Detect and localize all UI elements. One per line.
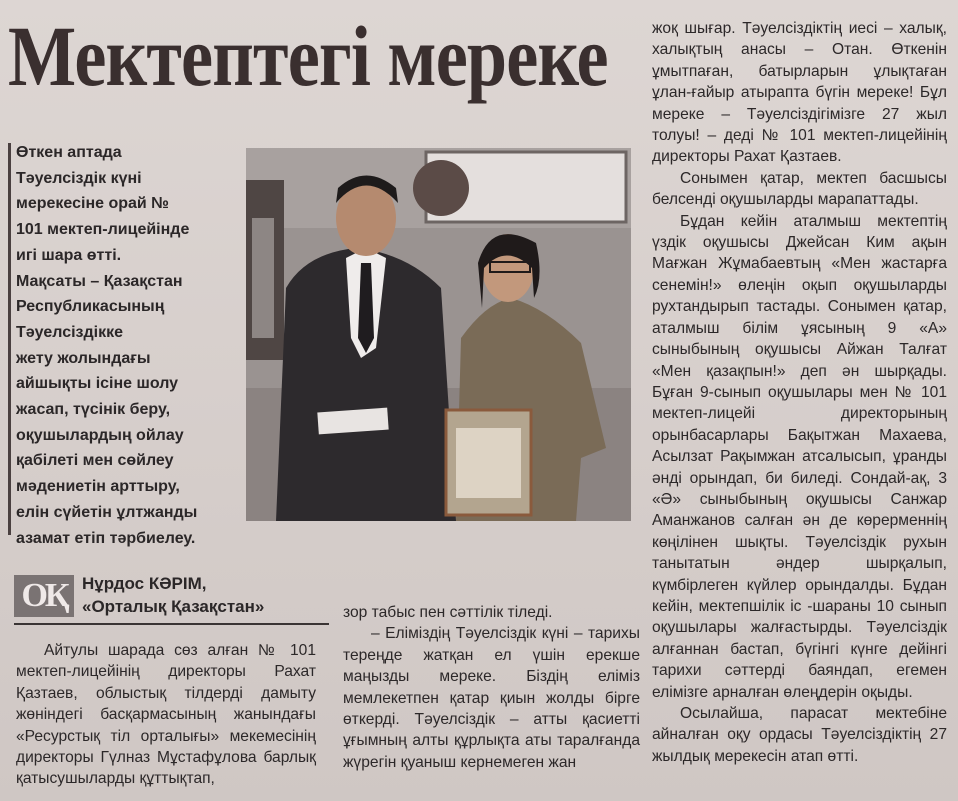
photo-illustration bbox=[246, 148, 631, 521]
lead-line: жету жолындағы bbox=[16, 349, 151, 367]
lead-line: Тәуелсіздікке bbox=[16, 323, 124, 341]
byline-divider bbox=[14, 623, 329, 625]
lead-line: мәдениетін арттыру, bbox=[16, 478, 180, 496]
lead-line: азамат етіп тәрбиелеу. bbox=[16, 529, 196, 547]
lead-line: оқушылардың ойлау bbox=[16, 426, 184, 444]
lead-line: айшықты ісіне шолу bbox=[16, 375, 179, 393]
lead-line: жасап, түсінік беру, bbox=[16, 401, 171, 419]
lead-line: қабілеті мен сөйлеу bbox=[16, 452, 174, 470]
body-paragraph: Сонымен қатар, мектеп басшысы белсенді оқушыларды марапаттады. bbox=[652, 169, 947, 209]
article-column-2 bbox=[343, 602, 640, 773]
lead-line: Өткен аптада bbox=[16, 144, 122, 161]
article-column-3 bbox=[652, 18, 947, 767]
author-name: Нұрдос КӘРІМ, bbox=[82, 574, 207, 593]
body-paragraph: – Еліміздің Тәуелсіздік күні – тарихы тереңде жатқан ел үшін ерекше маңызды мереке. Біздің еліміз мемлекетпен қатар қиын жолды бірге өткерді. Тәуелсіздік – атты қасиетті ұғымның алты құрлықта аты таралғанда жүрегін қуаныш кернемеген жан bbox=[343, 625, 640, 771]
publication-logo: ОҚ bbox=[14, 575, 74, 617]
lead-line: мерекесіне орай № bbox=[16, 195, 170, 213]
body-paragraph: Бұдан кейін аталмыш мектептің үздік оқушысы Джейсан Ким ақын Мағжан Жұмабаевтың «Мен жастарға сенемін!» өлеңін оқып оқушыларды рухтандырып тастады. Сонымен қатар, аталмыш білім ұясының 9 «А» сыныбының оқушысы Айжан Талғат «Мен қазақпын!» деп ән шырқады. Бұған 9-сынып оқушылары мен № 101 мектеп-лицейі директорының орынбасарлары Бақытжан Махаева, Асылзат Рақымжан атсалысып, ұранды әнді орындап, би биледі. Сондай-ақ, 3 «Ә» сыныбының оқушысы Санжар Аманжанов салған ән де көрерменнің көңілінен шықты. Тәуелсіздік рухын танытатын әндер шырқалып, күмбірлеген күйлер орындалды. Бұдан кейін, мектепшілік іс -шараны 10 сынып оқушылары жалғастырды. Тәуелсіздік алғаннан бастап, бүгінгі күнге дейінгі тарихи сәттерді баяндап, егемен елімізге арналған өлеңдерін оқыды. bbox=[652, 212, 947, 701]
lead-line: елін сүйетін ұлтжанды bbox=[16, 503, 198, 521]
lead-line: игі шара өтті. bbox=[16, 246, 122, 264]
article-headline: Мектептегі мереке bbox=[8, 8, 608, 104]
body-paragraph: жоқ шығар. Тәуелсіздіктің иесі – халық, халықтың анасы – Отан. Өткенін ұмытпаған, батырларын ұлықтаған ұлан-ғайыр атырапта бүгін мереке! Бұл мереке – Тәуелсіздігімізге 27 жыл толуы! – деді № 101 мектеп-лицейінің директоры Рахат Қазтаев. bbox=[652, 20, 947, 166]
article-column-1 bbox=[16, 640, 316, 790]
lead-line: Мақсаты – Қазақстан bbox=[16, 272, 183, 290]
article-lead bbox=[16, 140, 242, 551]
publication-name: «Орталық Қазақстан» bbox=[82, 597, 265, 616]
article-byline bbox=[82, 572, 322, 618]
lead-line: Тәуелсіздік күні bbox=[16, 169, 142, 187]
body-paragraph: Айтулы шарада сөз алған № 101 мектеп-лицейінің директоры Рахат Қазтаев, облыстық тілдерді дамыту жөніндегі басқармасының жанындағы «Ресурстық тіл орталығы» мекемесінің директоры Гүлназ Мұстафұлова барлық қатысушыларды құттықтап, bbox=[16, 642, 316, 788]
lead-line: Республикасының bbox=[16, 298, 165, 316]
lead-accent-bar bbox=[8, 143, 11, 535]
article-photo bbox=[246, 148, 631, 521]
lead-line: 101 мектеп-лицейінде bbox=[16, 221, 190, 239]
body-paragraph: Осылайша, парасат мектебіне айналған оқу ордасы Тәуелсіздіктің 27 жылдық мерекесін атап өтті. bbox=[652, 705, 947, 765]
body-paragraph: зор табыс пен сәттілік тіледі. bbox=[343, 604, 553, 621]
